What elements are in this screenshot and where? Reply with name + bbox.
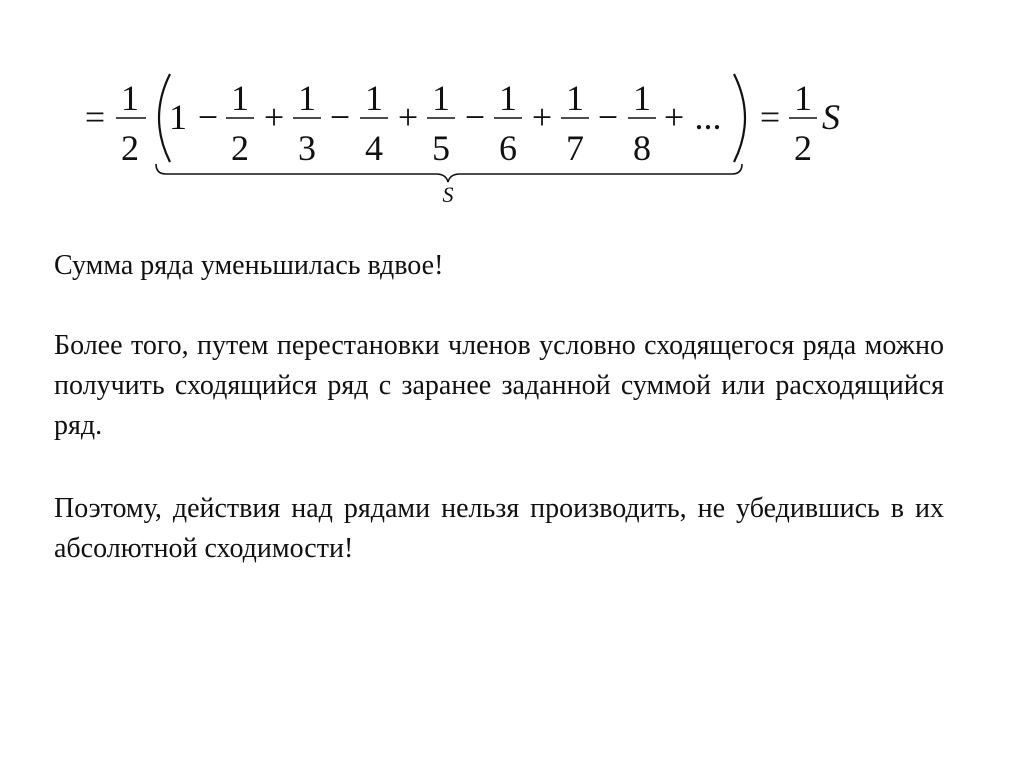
term-numerator-2: 1 <box>298 78 316 118</box>
statement-sum-halved: Сумма ряда уменьшилась вдвое! <box>54 250 444 281</box>
term-denominator-2: 3 <box>298 128 316 168</box>
lead-fraction-denominator: 2 <box>121 128 139 168</box>
underbrace-label: S <box>442 182 454 207</box>
term-sign-7: − <box>597 97 619 137</box>
term-denominator-6: 7 <box>566 128 584 168</box>
trailing-plus: + <box>663 97 685 137</box>
series-formula <box>70 62 870 222</box>
term-sign-3: − <box>329 97 351 137</box>
term-numerator-7: 1 <box>633 78 651 118</box>
term-denominator-7: 8 <box>633 128 651 168</box>
term-sign-1: − <box>197 97 219 137</box>
term-denominator-3: 4 <box>365 128 383 168</box>
term-numerator-4: 1 <box>432 78 450 118</box>
term-denominator-1: 2 <box>231 128 249 168</box>
right-parenthesis <box>734 74 745 162</box>
statement-rearrangement: Более того, путем перестановки членов условно сходящегося ряда можно получить сходящийся ряд с заранее заданной суммой или расходящийся ряд. <box>54 330 944 441</box>
term-denominator-4: 5 <box>432 128 450 168</box>
result-equals-sign: = <box>759 97 781 137</box>
statement-conclusion: Поэтому, действия над рядами нельзя производить, не убедившись в их абсолютной сходимости! <box>54 493 944 564</box>
term-sign-4: + <box>397 97 419 137</box>
term-denominator-5: 6 <box>499 128 517 168</box>
ellipsis: ... <box>694 97 722 137</box>
equals-sign: = <box>84 97 106 137</box>
term-sign-5: − <box>464 97 486 137</box>
term-numerator-5: 1 <box>499 78 517 118</box>
result-fraction-denominator: 2 <box>794 128 812 168</box>
term-numerator-3: 1 <box>365 78 383 118</box>
term-numerator-1: 1 <box>231 78 249 118</box>
result-fraction-numerator: 1 <box>794 78 812 118</box>
term-sign-2: + <box>263 97 285 137</box>
term-numerator-6: 1 <box>566 78 584 118</box>
first-term: 1 <box>169 97 187 137</box>
lead-fraction-numerator: 1 <box>121 78 139 118</box>
term-sign-6: + <box>531 97 553 137</box>
result-symbol: S <box>822 97 840 137</box>
